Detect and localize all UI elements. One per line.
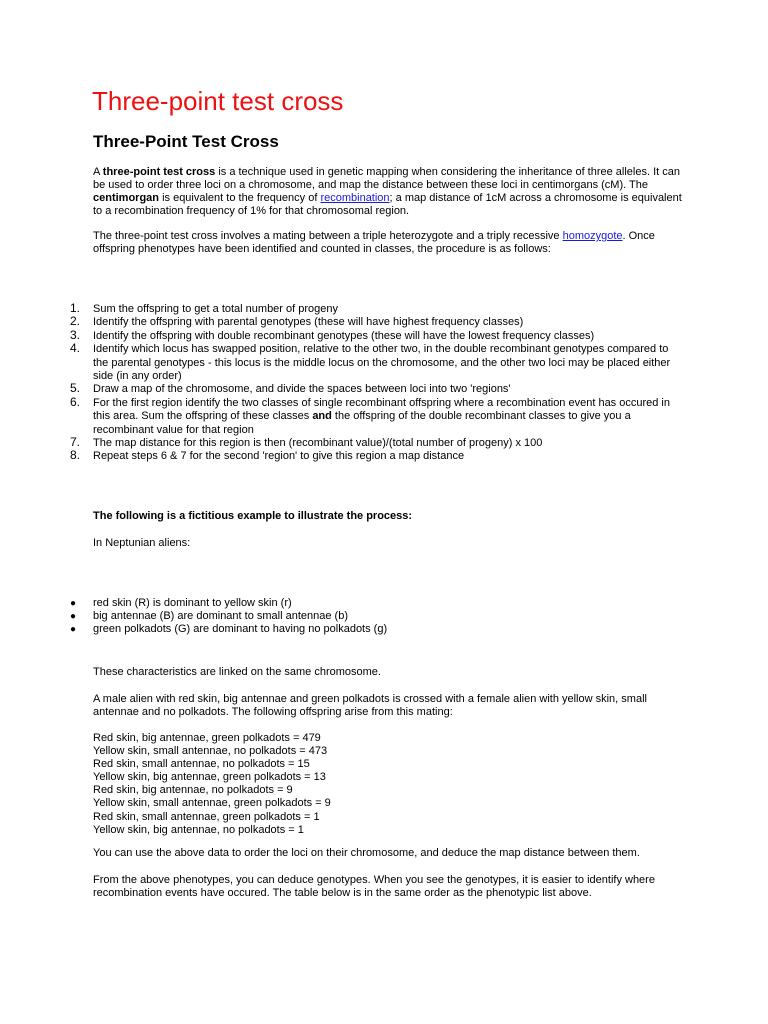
list-item	[62, 303, 682, 316]
list-item: Yellow skin, small antennae, green polkadots = 9	[93, 797, 331, 810]
recombination-link[interactable]: recombination	[320, 192, 390, 204]
step-text: Sum the offspring to get a total number of progeny	[93, 303, 339, 315]
bullet-icon: ●	[70, 611, 77, 622]
intro-text-segment: is equivalent to the frequency of	[159, 192, 321, 204]
example-intro: In Neptunian aliens:	[93, 537, 191, 549]
term-centimorgan: centimorgan	[93, 192, 160, 204]
term-three-point-test-cross: three-point test cross	[102, 166, 216, 178]
list-item: Red skin, small antennae, green polkadots = 1	[93, 810, 320, 823]
procedure-intro-paragraph	[93, 230, 683, 256]
step-number: 8.	[70, 448, 81, 463]
list-item: Yellow skin, big antennae, green polkadots = 13	[93, 771, 326, 784]
step-number: 7.	[70, 435, 81, 450]
genotypes-note: From the above phenotypes, you can deduce genotypes. When you see the genotypes, it is easier to identify where recombination events have occured. The table below is in the same order as the phenotypic list above.	[93, 874, 655, 899]
homozygote-link[interactable]: homozygote	[562, 230, 623, 242]
step-text: the offspring of the double recombinant classes to give you a recombinant value for that region	[93, 410, 631, 436]
list-item	[62, 450, 682, 463]
list-item	[62, 343, 682, 383]
step-number: 1.	[70, 301, 81, 315]
intro-text-segment: ; a map distance of 1cM across a chromosome is equivalent to a recombination frequency of 1% for that chromosomal region.	[93, 192, 682, 217]
step-number: 4.	[70, 341, 81, 356]
list-item	[62, 327, 682, 343]
list-item: Red skin, big antennae, green polkadots = 479	[93, 732, 321, 744]
example-heading: The following is a fictitious example to illustrate the process:	[93, 510, 413, 522]
intro-paragraph	[93, 166, 683, 218]
procedure-text-segment: . Once offspring phenotypes have been identified and counted in classes, the procedure is as follows:	[93, 230, 655, 255]
list-item	[62, 437, 682, 450]
step-number: 6.	[70, 394, 81, 409]
step-text: Identify the offspring with parental genotypes (these will have highest frequency classes)	[93, 316, 524, 329]
list-item: Red skin, small antennae, no polkadots = 15	[93, 758, 310, 771]
step-number: 3.	[70, 327, 81, 342]
step-text: Repeat steps 6 & 7 for the second 'region' to give this region a map distance	[93, 450, 465, 463]
list-item	[62, 610, 682, 623]
list-item: Yellow skin, small antennae, no polkadots = 473	[93, 745, 328, 758]
section-heading: Three-Point Test Cross	[93, 132, 279, 151]
cross-description: A male alien with red skin, big antennae and green polkadots is crossed with a female alien with yellow skin, small antennae and no polkadots. The following offspring arise from this mating:	[93, 693, 647, 718]
step-number: 2.	[70, 314, 81, 329]
trait-text: red skin (R) is dominant to yellow skin (r)	[93, 597, 292, 609]
list-item	[62, 316, 682, 329]
step-number: 5.	[70, 381, 81, 396]
list-item: Yellow skin, big antennae, no polkadots = 1	[93, 823, 304, 836]
list-item: Red skin, big antennae, no polkadots = 9	[93, 784, 293, 797]
bullet-icon: ●	[70, 624, 77, 635]
intro-text-segment: A	[93, 166, 103, 178]
procedure-steps-list	[62, 303, 682, 464]
bullet-icon: ●	[70, 598, 77, 609]
step-text: Identify the offspring with double recombinant genotypes (these will have the lowest frequency classes)	[93, 329, 595, 342]
intro-text-segment: is a technique used in genetic mapping when considering the inheritance of three alleles. It can be used to order three loci on a chromosome, and map the distance between these loci in centimorgans (cM). The	[93, 166, 681, 191]
offspring-list	[93, 732, 331, 837]
linked-note: These characteristics are linked on the same chromosome.	[93, 666, 381, 678]
list-item	[62, 383, 682, 396]
step-text: The map distance for this region is then (recombinant value)/(total number of progeny) x 100	[93, 437, 543, 450]
list-item	[62, 623, 682, 636]
step-text-bold: and	[312, 410, 332, 423]
procedure-text-segment: The three-point test cross involves a mating between a triple heterozygote and a triply recessive	[93, 230, 563, 242]
list-item	[62, 394, 682, 437]
trait-text: green polkadots (G) are dominant to having no polkadots (g)	[93, 623, 388, 635]
page-title: Three-point test cross	[92, 86, 344, 116]
step-text: Draw a map of the chromosome, and divide the spaces between loci into two 'regions'	[93, 383, 511, 396]
traits-list	[62, 597, 682, 636]
trait-text: big antennae (B) are dominant to small antennae (b)	[93, 610, 348, 622]
step-text: Identify which locus has swapped position, relative to the other two, in the double recombinant genotypes compared to the parental genotypes - this locus is the middle locus on the chromosome, and the other two loci may be placed either side (in any order)	[93, 343, 671, 383]
step-text: For the first region identify the two classes of single recombinant offspring where a recombination event has occured in this area. Sum the offspring of these classes	[93, 396, 670, 423]
list-item	[62, 597, 682, 610]
use-data-note: You can use the above data to order the loci on their chromosome, and deduce the map distance between them.	[93, 847, 640, 859]
